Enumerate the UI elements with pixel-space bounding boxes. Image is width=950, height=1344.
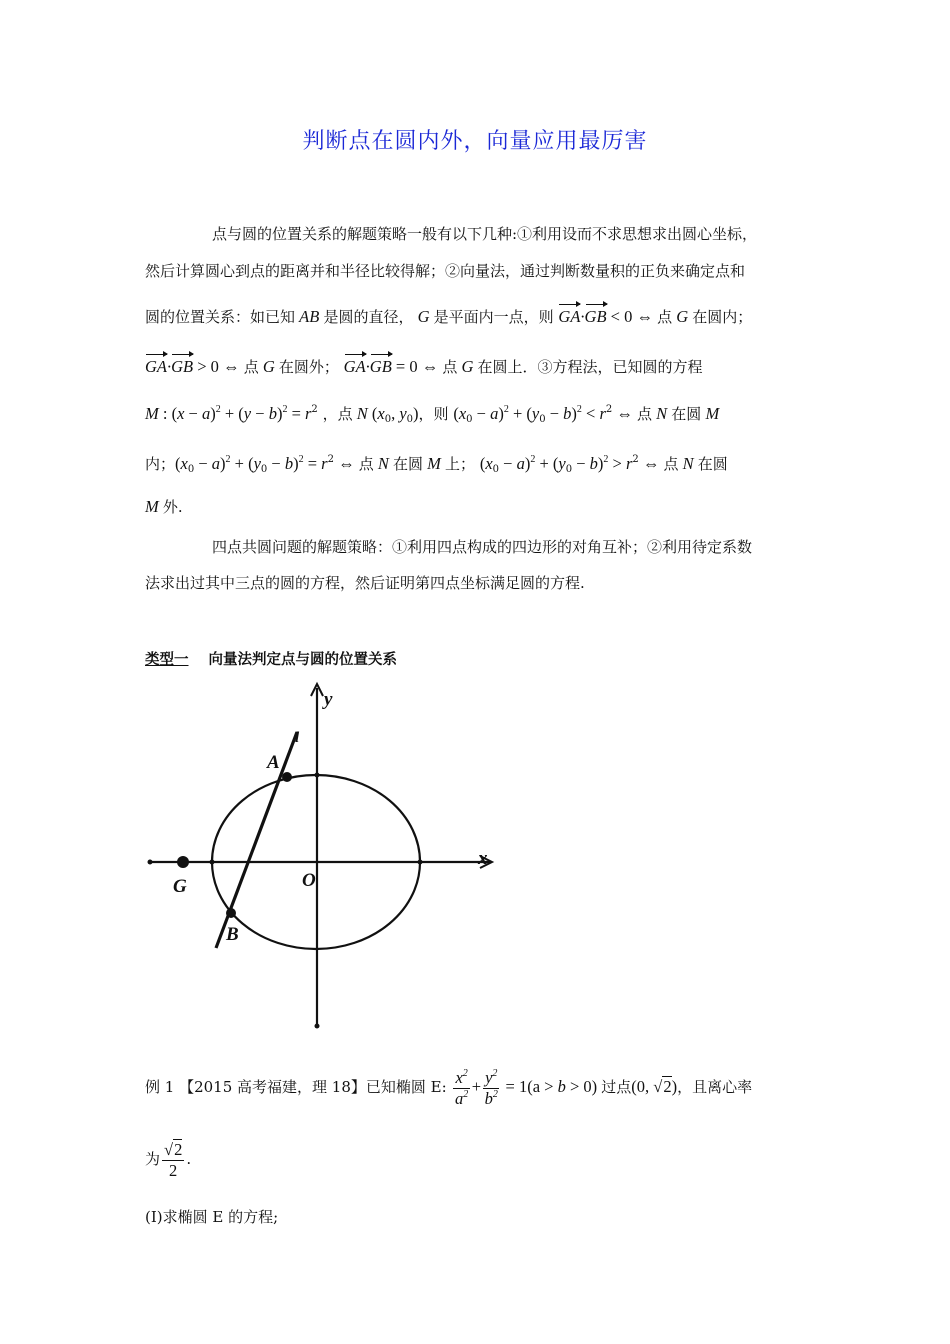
circle-figure xyxy=(140,680,500,1035)
intersect-right xyxy=(418,860,423,865)
label-a: A xyxy=(267,752,280,773)
label-g: G xyxy=(173,876,187,897)
para1-line4: GA·GB > 0 ⇔ 点 G 在圆外； GA·GB = 0 ⇔ 点 G 在圆上．③方程法，已知圆的方程 xyxy=(145,357,703,376)
y-axis-end xyxy=(315,1024,320,1029)
point-b xyxy=(226,908,236,918)
section-label: 类型一 xyxy=(145,652,189,668)
para2-line1: 四点共圆问题的解题策略：①利用四点构成的四边形的对角互补；②利用待定系数 xyxy=(212,538,753,556)
para1-line6: 内；$(x_0 - a)^2 + (y_0 - b)^2 = r^2$ ⇔ 点 N 在圆 M 上； $(x_0 - a)^2 + (y_0 - b)^2 > r^2$ ⇔ 点 N 在圆 xyxy=(145,454,728,475)
section-title: 向量法判定点与圆的位置关系 xyxy=(208,652,397,668)
label-l: l xyxy=(295,730,300,746)
example1-part1: (Ⅰ)求椭圆 E 的方程; xyxy=(145,1208,279,1226)
section-heading xyxy=(145,648,397,669)
example1-line1: 例 1 【2015 高考福建，理 18】已知椭圆 E: $\frac{x^2}{a^2}$ + $\frac{y^2}{b^2}$ = 1(a > b > 0) 过点(0, √2)，且离心率 xyxy=(145,1067,753,1108)
para1-line3: 圆的位置关系：如已知 AB 是圆的直径， G 是平面内一点，则 GA·GB < 0 ⇔ 点 G 在圆内； xyxy=(145,307,753,326)
para2-line2: 法求出过其中三点的圆的方程，然后证明第四点坐标满足圆的方程. xyxy=(145,574,585,592)
label-o: O xyxy=(302,870,316,891)
label-x: x xyxy=(478,848,488,869)
label-y: y xyxy=(324,689,333,710)
para1-line7: M 外. xyxy=(145,497,183,516)
intersect-top xyxy=(315,773,320,778)
label-b: B xyxy=(226,924,239,945)
x-axis-end xyxy=(148,860,153,865)
example1-line2: 为 $\frac{√2}{2}$ . xyxy=(145,1139,192,1180)
para1-line1: 点与圆的位置关系的解题策略一般有以下几种:①利用设而不求思想求出圆心坐标， xyxy=(212,225,758,243)
point-a xyxy=(282,772,292,782)
point-g xyxy=(177,856,189,868)
intersect-left xyxy=(210,860,215,865)
para1-line2: 然后计算圆心到点的距离并和半径比较得解；②向量法，通过判断数量积的正负来确定点和 xyxy=(145,262,746,280)
para1-line5: M : $(x - a)^2 + (y - b)^2 = r^2$ ，点 N ($x_0$, $y_0$)，则 $(x_0 - a)^2 + (y_0 - b)^2 < r^2$ ⇔ 点 N 在圆 M xyxy=(145,404,720,425)
page-title: 判断点在圆内外，向量应用最厉害 xyxy=(302,129,648,154)
